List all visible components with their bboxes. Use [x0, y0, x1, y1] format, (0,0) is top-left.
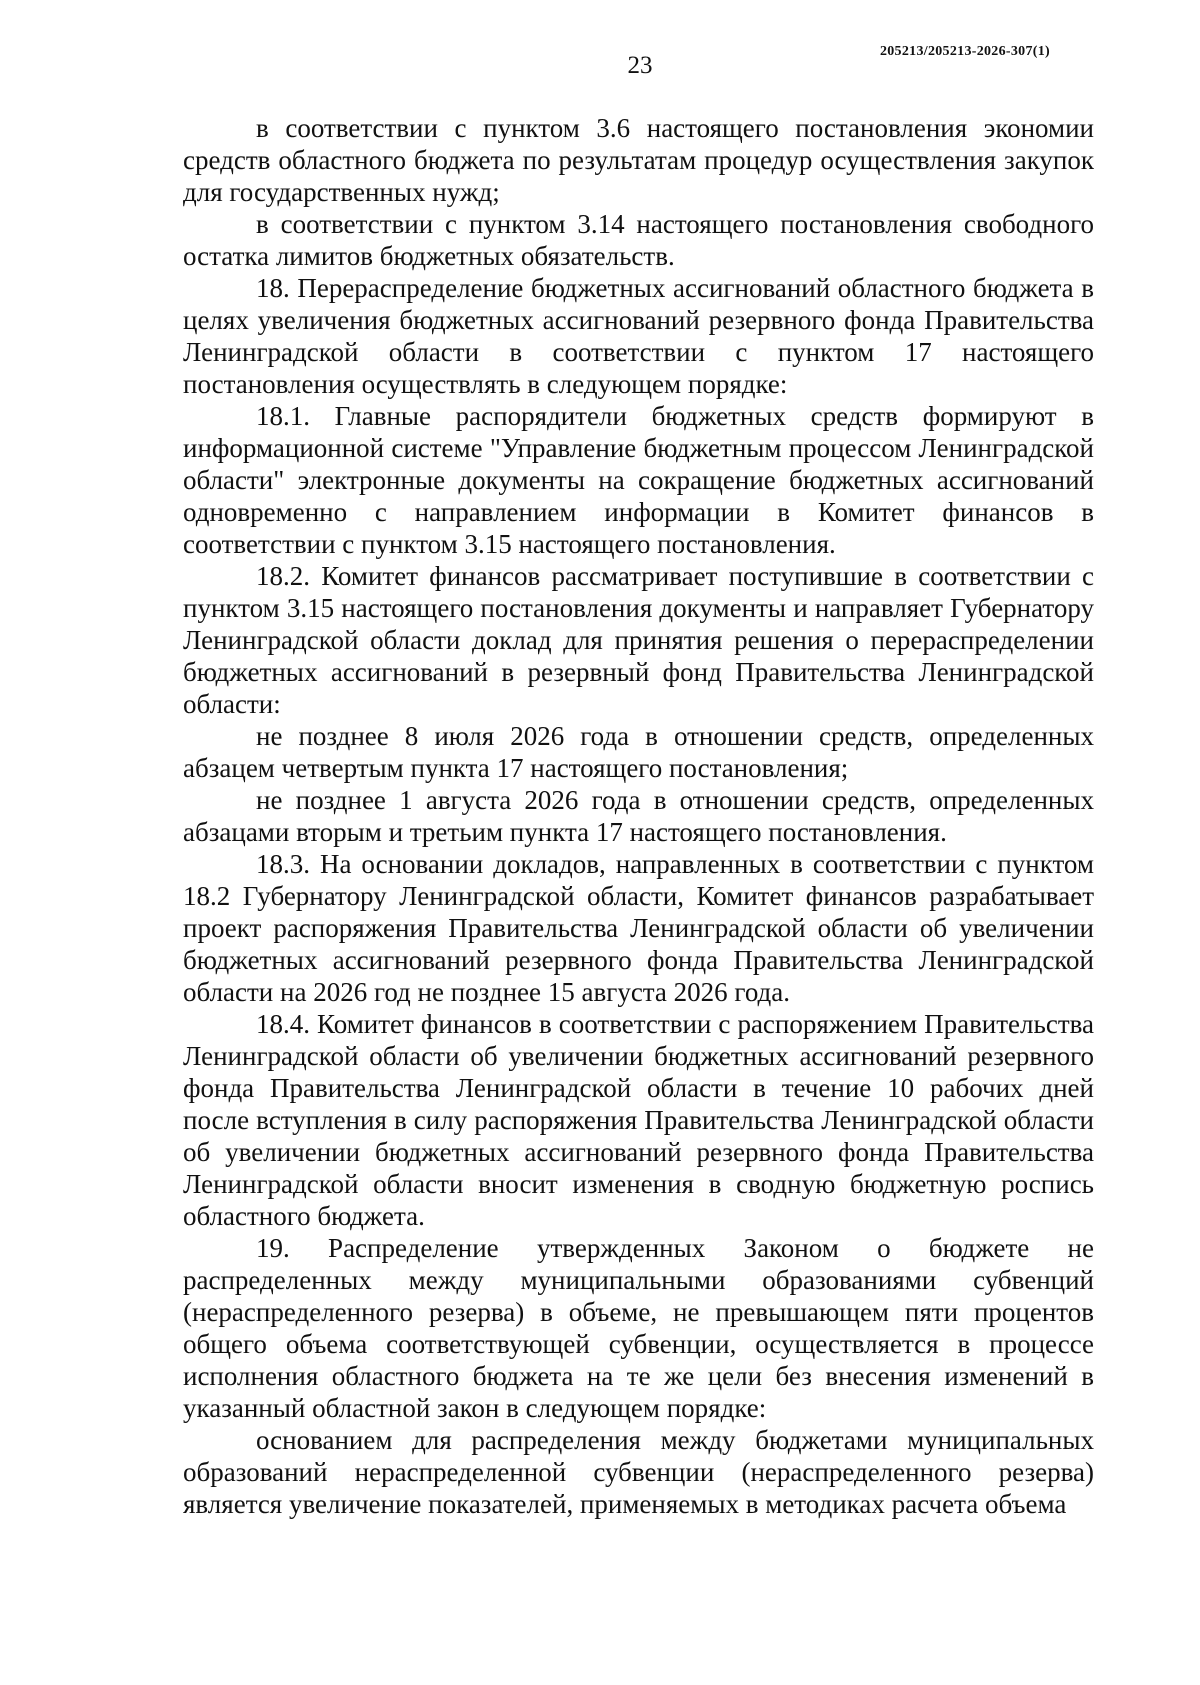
- paragraph: в соответствии с пунктом 3.6 настоящего постановления экономии средств областного бюджета по результатам процедур осуществления закупок для государственных нужд;: [183, 113, 1094, 207]
- paragraph: не позднее 8 июля 2026 года в отношении средств, определенных абзацем четвертым пункта 17 настоящего постановления;: [183, 721, 1094, 783]
- document-body: [183, 112, 1094, 1520]
- paragraph-18-3: 18.3. На основании докладов, направленных в соответствии с пунктом 18.2 Губернатору Ленинградской области, Комитет финансов разрабатывает проект распоряжения Правительства Ленинградской области об увеличении бюджетных ассигнований резервного фонда Правительства Ленинградской области на 2026 год не позднее 15 августа 2026 года.: [183, 849, 1094, 1007]
- document-code: 205213/205213-2026-307(1): [879, 44, 1050, 59]
- paragraph: в соответствии с пунктом 3.14 настоящего постановления свободного остатка лимитов бюджетных обязательств.: [183, 209, 1094, 271]
- paragraph-18: 18. Перераспределение бюджетных ассигнований областного бюджета в целях увеличения бюджетных ассигнований резервного фонда Правительства Ленинградской области в соответствии с пунктом 17 настоящего постановления осуществлять в следующем порядке:: [183, 273, 1094, 399]
- paragraph-18-1: 18.1. Главные распорядители бюджетных средств формируют в информационной системе "Управление бюджетным процессом Ленинградской области" электронные документы на сокращение бюджетных ассигнований одновременно с направлением информации в Комитет финансов в соответствии с пунктом 3.15 настоящего постановления.: [183, 401, 1094, 559]
- paragraph-19: 19. Распределение утвержденных Законом о бюджете не распределенных между муниципальными образованиями субвенций (нераспределенного резерва) в объеме, не превышающем пяти процентов общего объема соответствующей субвенции, осуществляется в процессе исполнения областного бюджета на те же цели без внесения изменений в указанный областной закон в следующем порядке:: [183, 1233, 1094, 1423]
- page-number: 23: [627, 52, 653, 79]
- paragraph: основанием для распределения между бюджетами муниципальных образований нераспределенной субвенции (нераспределенного резерва) является увеличение показателей, применяемых в методиках расчета объема: [183, 1425, 1094, 1519]
- page-header: [0, 44, 1200, 84]
- paragraph-18-2: 18.2. Комитет финансов рассматривает поступившие в соответствии с пунктом 3.15 настоящего постановления документы и направляет Губернатору Ленинградской области доклад для принятия решения о перераспределении бюджетных ассигнований в резервный фонд Правительства Ленинградской области:: [183, 561, 1094, 719]
- paragraph-18-4: 18.4. Комитет финансов в соответствии с распоряжением Правительства Ленинградской области об увеличении бюджетных ассигнований резервного фонда Правительства Ленинградской области в течение 10 рабочих дней после вступления в силу распоряжения Правительства Ленинградской области об увеличении бюджетных ассигнований резервного фонда Правительства Ленинградской области вносит изменения в сводную бюджетную роспись областного бюджета.: [183, 1009, 1094, 1231]
- paragraph: не позднее 1 августа 2026 года в отношении средств, определенных абзацами вторым и третьим пункта 17 настоящего постановления.: [183, 785, 1094, 847]
